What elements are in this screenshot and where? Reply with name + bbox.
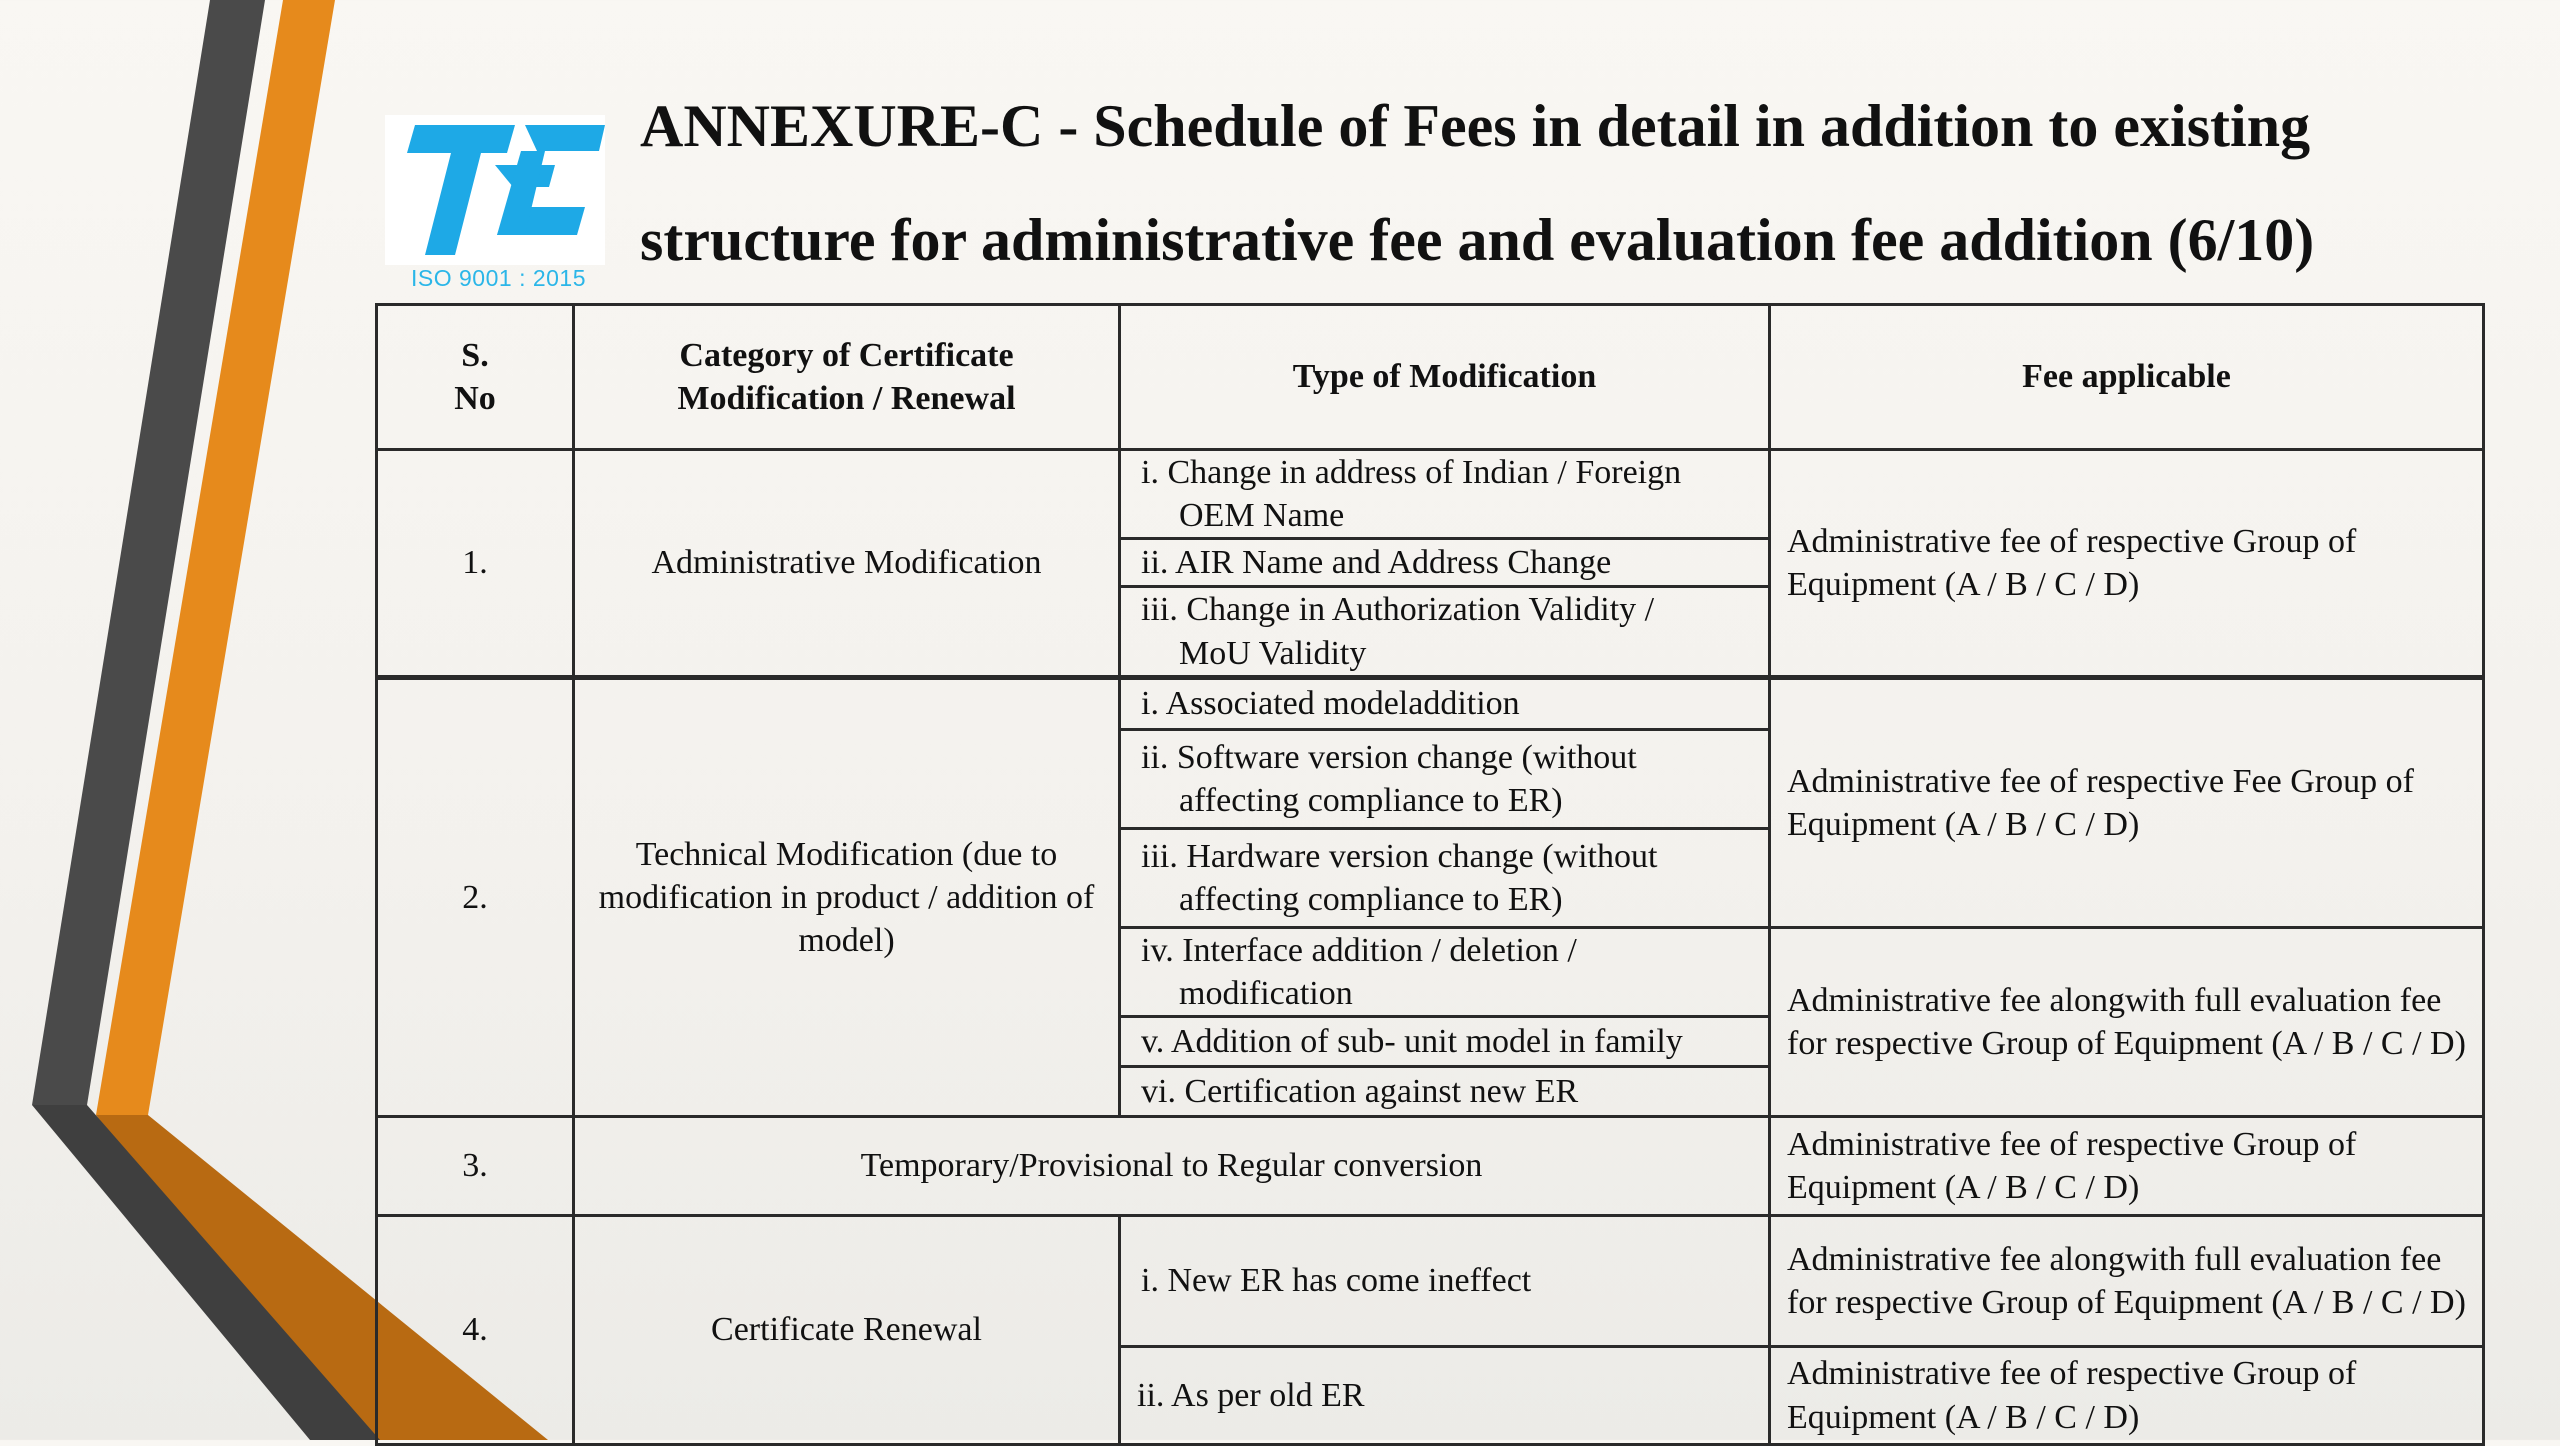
- header-type: Type of Modification: [1120, 305, 1770, 450]
- row4-fee-a: Administrative fee alongwith full evaluation fee for respective Group of Equipment (A / B / C / D): [1770, 1216, 2484, 1347]
- row3-fee: Administrative fee of respective Group of Equipment (A / B / C / D): [1770, 1117, 2484, 1216]
- row4-fee-b: Administrative fee of respective Group of Equipment (A / B / C / D): [1770, 1347, 2484, 1445]
- row1-mod-3: iii. Change in Authorization Validity / MoU Validity: [1120, 587, 1770, 677]
- row2-category: Technical Modification (due to modification in product / addition of model): [574, 677, 1120, 1116]
- row2-mod-5: v. Addition of sub- unit model in family: [1120, 1017, 1770, 1067]
- row4-category: Certificate Renewal: [574, 1216, 1120, 1445]
- row2-mod-3: iii. Hardware version change (without affecting compliance to ER): [1120, 828, 1770, 927]
- row2-fee-b: Administrative fee alongwith full evaluation fee for respective Group of Equipment (A / B / C / D): [1770, 927, 2484, 1116]
- row2-fee-a: Administrative fee of respective Fee Group of Equipment (A / B / C / D): [1770, 677, 2484, 927]
- row2-mod-6: vi. Certification against new ER: [1120, 1067, 1770, 1117]
- table-header-row: [377, 305, 2484, 450]
- header-sno: S. No: [377, 305, 574, 450]
- tec-logo: [385, 115, 615, 295]
- table-row: [377, 677, 2484, 729]
- table-row: [377, 1216, 2484, 1347]
- row1-mod-1: i. Change in address of Indian / Foreign OEM Name: [1120, 450, 1770, 539]
- iso-label: ISO 9001 : 2015: [411, 265, 587, 291]
- row2-mod-1: i. Associated modeladdition: [1120, 677, 1770, 729]
- row4-sno: 4.: [377, 1216, 574, 1445]
- row4-mod-1: i. New ER has come ineffect: [1120, 1216, 1770, 1347]
- row3-category: Temporary/Provisional to Regular conversion: [574, 1117, 1770, 1216]
- table-row: [377, 450, 2484, 539]
- row4-mod-2: ii. As per old ER: [1120, 1347, 1770, 1445]
- row1-sno: 1.: [377, 450, 574, 678]
- table-row: [377, 1117, 2484, 1216]
- row1-mod-2: ii. AIR Name and Address Change: [1120, 539, 1770, 587]
- header-fee: Fee applicable: [1770, 305, 2484, 450]
- row2-mod-4: iv. Interface addition / deletion / modification: [1120, 927, 1770, 1016]
- row1-fee: Administrative fee of respective Group of Equipment (A / B / C / D): [1770, 450, 2484, 678]
- header-category: Category of Certificate Modification / Renewal: [574, 305, 1120, 450]
- tec-logo-mark: [385, 115, 615, 265]
- row2-mod-2: ii. Software version change (without affecting compliance to ER): [1120, 729, 1770, 828]
- row3-sno: 3.: [377, 1117, 574, 1216]
- row2-sno: 2.: [377, 677, 574, 1116]
- row1-category: Administrative Modification: [574, 450, 1120, 678]
- page-title-line-1: ANNEXURE-C - Schedule of Fees in detail in addition to existing: [640, 93, 2311, 159]
- fee-schedule-table: [375, 303, 2485, 1446]
- page-title-line-2: structure for administrative fee and evaluation fee addition (6/10): [640, 207, 2315, 273]
